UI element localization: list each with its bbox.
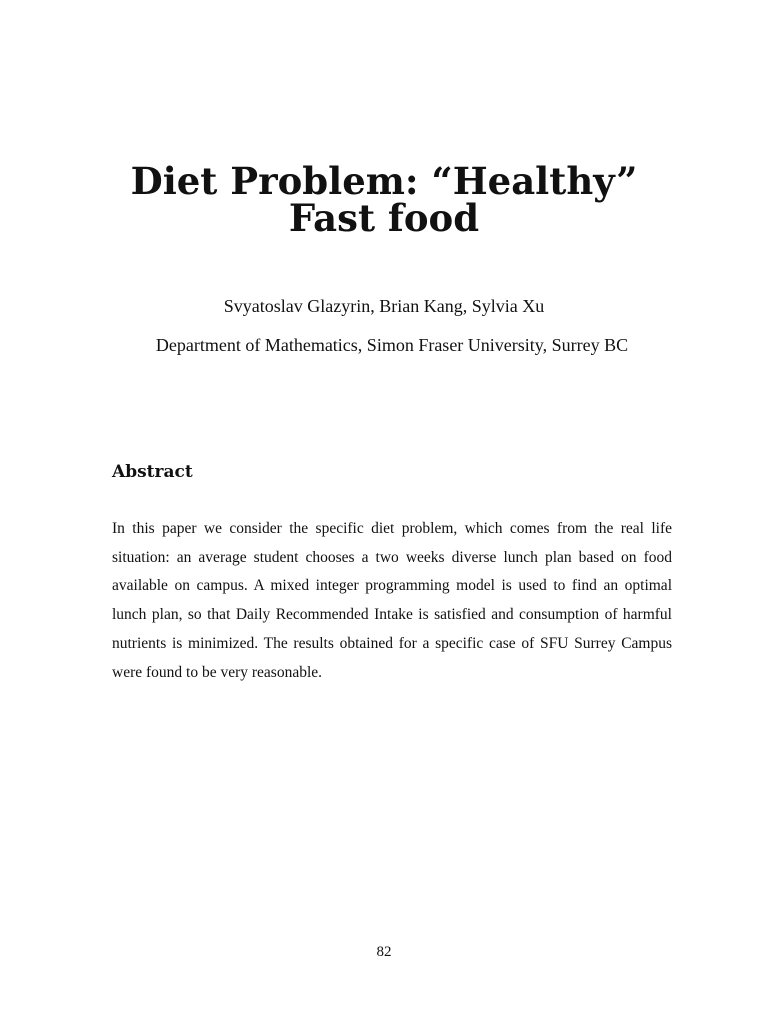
- page-number: 82: [376, 944, 392, 960]
- paper-title: [0, 159, 768, 240]
- abstract-body: In this paper we consider the specific diet problem, which comes from the real life situation: an average student chooses a two weeks diverse lunch plan based on food available on campus. A mixed integer programming model is used to find an optimal lunch plan, so that Daily Recommended Intake is satisfied and consumption of harmful nutrients is minimized. The results obtained for a specific case of SFU Surrey Campus were found to be very reasonable.: [112, 520, 672, 681]
- title-line-2: Fast food: [288, 196, 480, 240]
- abstract-heading: Abstract: [112, 462, 193, 482]
- title-line-1: Diet Problem: “Healthy”: [130, 159, 638, 203]
- author-list: Svyatoslav Glazyrin, Brian Kang, Sylvia Xu: [223, 296, 545, 316]
- affiliation: Department of Mathematics, Simon Fraser University, Surrey BC: [155, 335, 629, 355]
